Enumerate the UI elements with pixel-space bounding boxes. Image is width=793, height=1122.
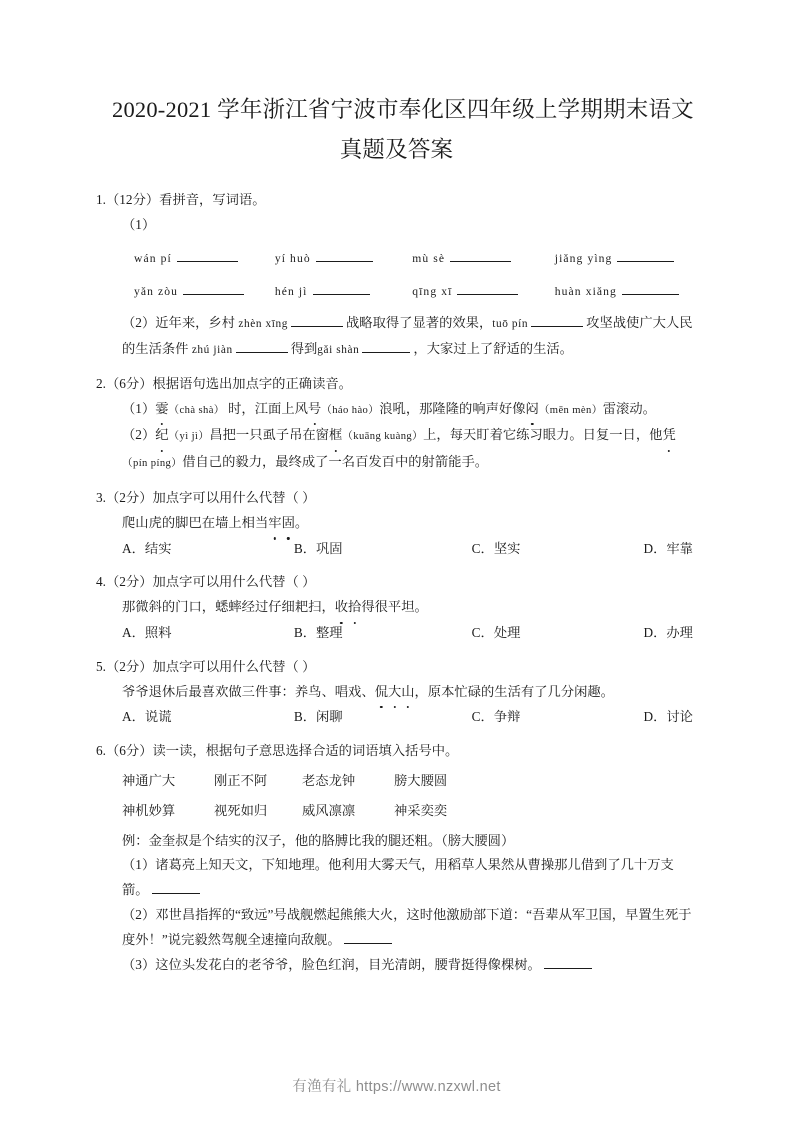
option-b[interactable]: B．整理 bbox=[293, 624, 343, 640]
question-5-stem: 5.（2分）加点字可以用什么代替（ ） bbox=[96, 658, 316, 674]
question-2-sub2 bbox=[122, 423, 693, 477]
title-line-2: 真题及答案 bbox=[339, 137, 454, 162]
sentence-segment: 那微斜的门口，蟋蟀经过仔细耙扫， bbox=[122, 599, 335, 615]
emphasized-char: 纪 bbox=[155, 423, 168, 448]
sub-label: （2） bbox=[122, 427, 156, 443]
answer-blank[interactable] bbox=[622, 282, 679, 295]
question-1-stem: 1.（12分）看拼音，写词语。 bbox=[96, 192, 266, 207]
sentence-segment: 。 bbox=[294, 514, 309, 530]
pinyin-choice[interactable]: （kuāng kuàng） bbox=[342, 431, 424, 443]
sentence-segment: 借自己的毅力，最终成了一名百发百中的射箭能手。 bbox=[182, 454, 489, 470]
pinyin-choice[interactable]: （yì jì） bbox=[168, 431, 210, 443]
pinyin-item bbox=[412, 280, 555, 305]
question-4 bbox=[96, 570, 693, 645]
sentence-segment: 这位头发花白的老爷爷，脸色红润，目光清朗，腰背挺得像棵树。 bbox=[155, 956, 541, 972]
emphasized-char: 拾 bbox=[348, 595, 361, 620]
sentence-segment: 雷滚动。 bbox=[602, 400, 656, 416]
answer-blank[interactable] bbox=[152, 881, 200, 894]
option-d[interactable]: D．办理 bbox=[643, 624, 693, 640]
question-2 bbox=[96, 372, 693, 477]
answer-blank[interactable] bbox=[313, 282, 370, 295]
pinyin-item bbox=[555, 247, 693, 272]
question-3-sentence bbox=[122, 511, 693, 536]
pinyin-item bbox=[555, 280, 693, 305]
idiom-option[interactable]: 视死如归 bbox=[214, 802, 268, 818]
question-1 bbox=[96, 188, 693, 363]
sentence-segment: 时，江面上风 bbox=[224, 400, 308, 416]
emphasized-char: 牢 bbox=[268, 511, 281, 536]
answer-blank[interactable] bbox=[291, 314, 343, 327]
pinyin-choice[interactable]: （háo hào） bbox=[321, 404, 380, 416]
question-6-item-2 bbox=[122, 903, 693, 953]
question-1-sub-label: （1） bbox=[122, 216, 156, 232]
emphasized-char: 固 bbox=[282, 511, 295, 536]
question-6-idiom-row-2 bbox=[122, 799, 693, 824]
sentence-segment: 攻坚战使广大人民的生活条件 bbox=[122, 315, 693, 356]
pinyin-text: tuō pín bbox=[492, 318, 529, 331]
sub-label: （1） bbox=[122, 400, 156, 416]
sentence-segment: 浪吼，那隆隆的响声好像 bbox=[379, 400, 526, 416]
pinyin-item bbox=[412, 247, 555, 272]
title-line-1: 2020-2021 学年浙江省宁波市奉化区四年级上学期期末语文 bbox=[112, 97, 694, 122]
idiom-option[interactable]: 神通广大 bbox=[122, 772, 176, 788]
option-a[interactable]: A．照料 bbox=[122, 624, 172, 640]
page-title bbox=[0, 92, 793, 168]
pinyin-choice[interactable]: （pín píng） bbox=[122, 458, 183, 470]
question-4-stem: 4.（2分）加点字可以用什么代替（ ） bbox=[96, 574, 316, 590]
option-a[interactable]: A．结实 bbox=[122, 540, 172, 556]
pinyin-text: hén jì bbox=[274, 285, 308, 299]
emphasized-char: 凭 bbox=[662, 423, 675, 448]
question-6-item-1 bbox=[122, 853, 693, 903]
sub-label: （2） bbox=[122, 906, 156, 922]
emphasized-char: 收 bbox=[335, 595, 348, 620]
sub-label: （3） bbox=[122, 956, 156, 972]
sentence-segment: ，大家过上了舒适的生活。 bbox=[413, 340, 573, 356]
emphasized-char: 号 bbox=[308, 397, 321, 422]
answer-blank[interactable] bbox=[544, 956, 592, 969]
pinyin-text: zhèn xīng bbox=[238, 318, 288, 331]
pinyin-item bbox=[134, 247, 275, 272]
sentence-segment: 邓世昌指挥的“致远”号战舰燃起熊熊大火，这时他激励部下道：“吾辈从军卫国，早置生死于度外！”说完毅然驾舰全速撞向敌舰。 bbox=[122, 906, 692, 947]
idiom-option[interactable]: 刚正不阿 bbox=[214, 772, 268, 788]
sub-label: （1） bbox=[122, 857, 156, 873]
answer-blank[interactable] bbox=[450, 249, 511, 262]
question-3-stem: 3.（2分）加点字可以用什么代替（ ） bbox=[96, 489, 316, 505]
option-c[interactable]: C．坚实 bbox=[471, 540, 521, 556]
option-b[interactable]: B．闲聊 bbox=[293, 709, 343, 725]
idiom-option[interactable]: 膀大腰圆 bbox=[394, 772, 448, 788]
sentence-segment: 得到 bbox=[290, 340, 318, 356]
pinyin-item bbox=[275, 280, 412, 305]
sentence-segment: 战略取得了显著的效果， bbox=[346, 315, 493, 331]
question-6-idiom-row-1 bbox=[122, 769, 693, 794]
sentence-segment: 上，每天盯着它练习眼力。日复一日，他 bbox=[423, 427, 663, 443]
idiom-option[interactable]: 神机妙算 bbox=[122, 802, 176, 818]
emphasized-char: 闷 bbox=[526, 397, 539, 422]
answer-blank[interactable] bbox=[316, 249, 373, 262]
answer-blank[interactable] bbox=[617, 249, 674, 262]
answer-blank[interactable] bbox=[183, 282, 244, 295]
emphasized-char: 山 bbox=[401, 680, 414, 705]
question-5-sentence bbox=[122, 680, 693, 705]
answer-blank[interactable] bbox=[236, 340, 288, 353]
emphasized-char: 霎 bbox=[155, 397, 168, 422]
answer-blank[interactable] bbox=[362, 340, 410, 353]
option-c[interactable]: C．处理 bbox=[471, 624, 521, 640]
option-d[interactable]: D．牢靠 bbox=[643, 540, 693, 556]
answer-blank[interactable] bbox=[344, 931, 392, 944]
idiom-option[interactable]: 神采奕奕 bbox=[394, 802, 448, 818]
sub-label: （2） bbox=[122, 315, 156, 331]
pinyin-text: yí huò bbox=[274, 251, 311, 265]
pinyin-text: huàn xiǎng bbox=[554, 285, 617, 299]
option-d[interactable]: D．讨论 bbox=[643, 709, 693, 725]
pinyin-text: mù sè bbox=[412, 251, 446, 265]
sentence-segment: 近年来，乡村 bbox=[155, 315, 239, 331]
pinyin-text: yǎn zòu bbox=[134, 285, 179, 299]
question-6-example: 例：金奎叔是个结实的汉子，他的胳膊比我的腿还粗。（膀大腰圆） bbox=[122, 832, 515, 848]
pinyin-item bbox=[275, 247, 412, 272]
question-3 bbox=[96, 486, 693, 561]
idiom-option[interactable]: 老态龙钟 bbox=[302, 772, 356, 788]
sentence-segment: 得很平坦。 bbox=[361, 599, 428, 615]
answer-blank[interactable] bbox=[177, 249, 238, 262]
pinyin-item bbox=[134, 280, 275, 305]
question-1-sub2 bbox=[122, 311, 693, 363]
question-4-sentence bbox=[122, 595, 693, 620]
pinyin-text: jiǎng yìng bbox=[554, 251, 613, 265]
pinyin-text: gǎi shàn bbox=[317, 343, 360, 356]
question-5-options bbox=[122, 705, 693, 730]
question-5 bbox=[96, 655, 693, 730]
question-2-sub1 bbox=[122, 397, 693, 424]
pinyin-choice[interactable]: （chà shà） bbox=[168, 404, 225, 416]
sentence-segment: 昌把一只虱子吊在窗 bbox=[209, 427, 329, 443]
footer-url: https://www.nzxwl.net bbox=[355, 1079, 501, 1095]
question-6-item-3 bbox=[122, 953, 693, 978]
option-a[interactable]: A．说谎 bbox=[122, 709, 172, 725]
question-1-pinyin-row-1 bbox=[134, 247, 693, 272]
emphasized-char: 框 bbox=[329, 423, 342, 448]
question-6-stem: 6.（6分）读一读，根据句子意思选择合适的词语填入括号中。 bbox=[96, 743, 459, 759]
sentence-segment: 爷爷退休后最喜欢做三件事：养鸟、唱戏、 bbox=[122, 683, 375, 699]
question-6 bbox=[96, 739, 693, 977]
question-3-options bbox=[122, 537, 693, 562]
exam-body bbox=[0, 188, 793, 977]
pinyin-choice[interactable]: （mēn mèn） bbox=[538, 404, 603, 416]
sentence-segment: ，原本忙碌的生活有了几分闲趣。 bbox=[414, 683, 614, 699]
question-1-pinyin-row-2 bbox=[134, 280, 693, 305]
footer-brand: 有渔有礼 bbox=[292, 1079, 352, 1095]
idiom-option[interactable]: 威风凛凛 bbox=[302, 802, 356, 818]
pinyin-text: wán pí bbox=[134, 251, 172, 265]
emphasized-char: 侃 bbox=[375, 680, 388, 705]
sentence-segment: 爬山虎的脚巴在墙上相当 bbox=[122, 514, 269, 530]
emphasized-char: 大 bbox=[388, 680, 401, 705]
answer-blank[interactable] bbox=[457, 282, 518, 295]
question-4-options bbox=[122, 621, 693, 646]
pinyin-text: qīng xī bbox=[412, 285, 453, 299]
answer-blank[interactable] bbox=[531, 314, 583, 327]
footer-watermark bbox=[0, 1075, 793, 1096]
sentence-segment: 诸葛亮上知天文，下知地理。他利用大雾天气，用稻草人果然从曹操那儿借到了几十万支箭。 bbox=[122, 857, 674, 898]
pinyin-text: zhú jiàn bbox=[191, 343, 233, 356]
option-b[interactable]: B．巩固 bbox=[293, 540, 343, 556]
question-2-stem: 2.（6分）根据语句选出加点字的正确读音。 bbox=[96, 375, 352, 391]
option-c[interactable]: C．争辩 bbox=[471, 709, 521, 725]
